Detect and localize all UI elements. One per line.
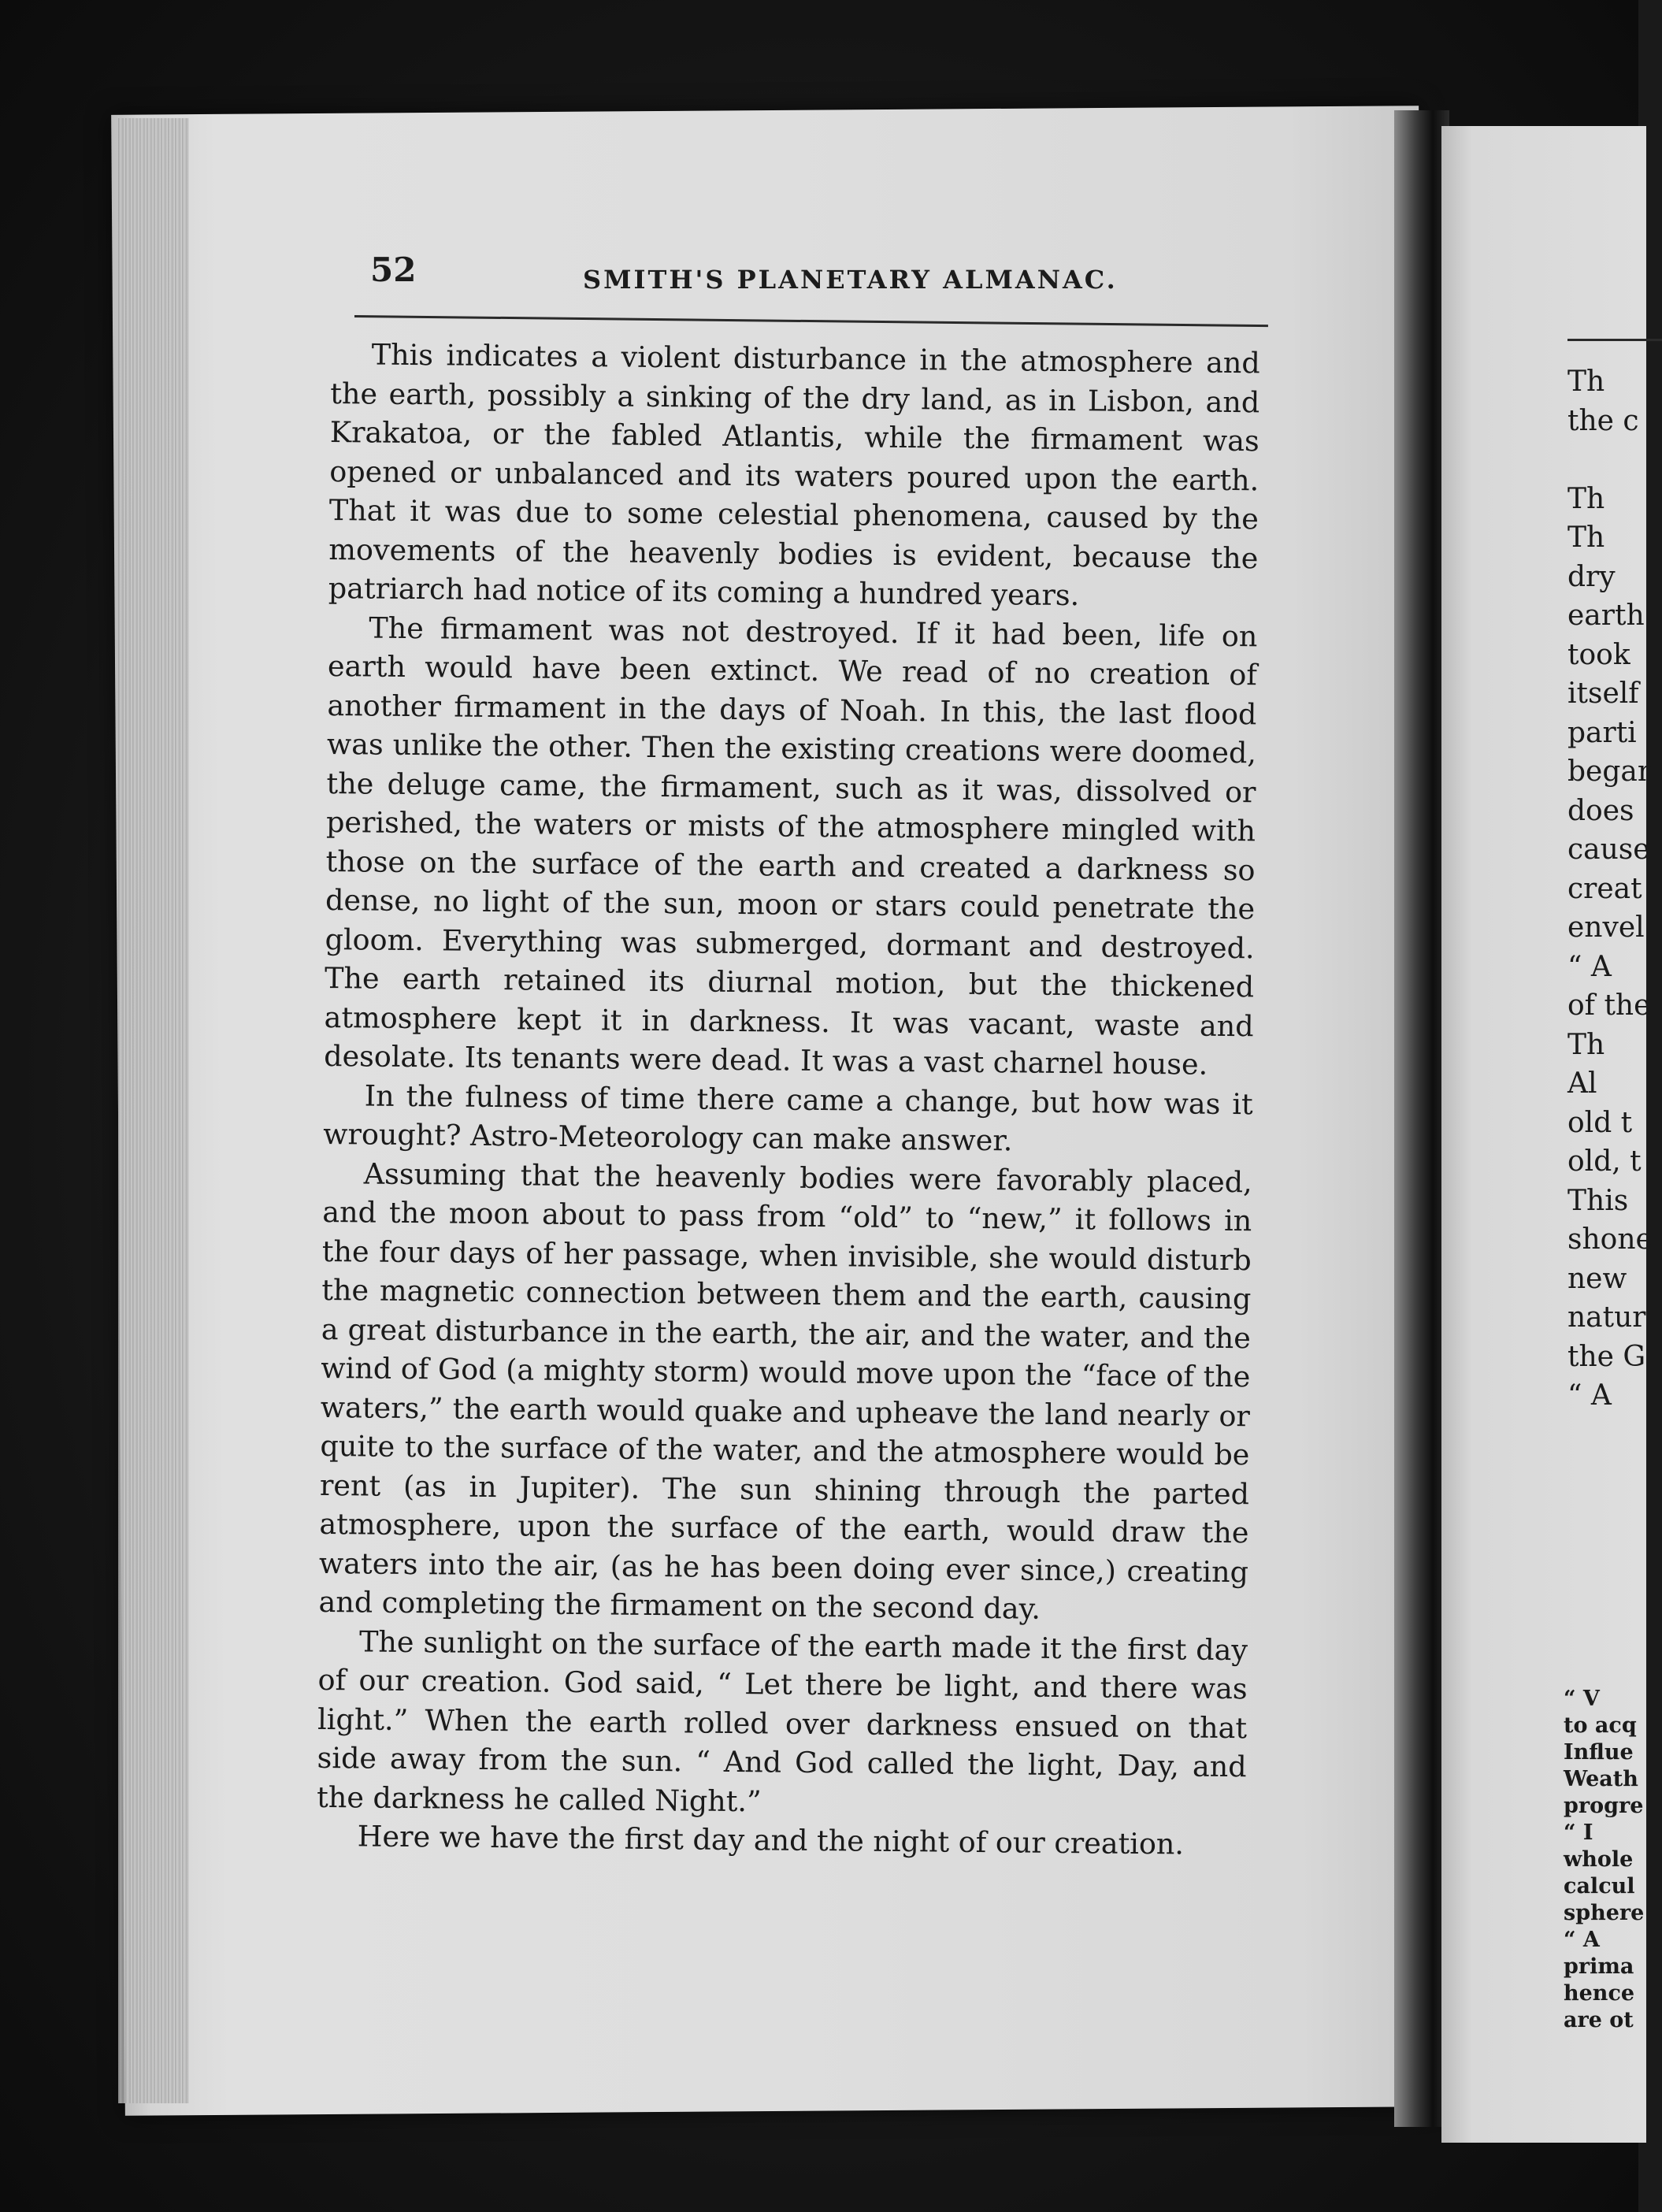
- body-text: [316, 335, 1259, 1865]
- page-number: 52: [370, 251, 417, 289]
- paragraph: In the fulness of time there came a change, but how was it wrought? Astro-Meteorology can make answer.: [323, 1078, 1253, 1158]
- page-header: [370, 251, 1284, 298]
- right-page: [1441, 126, 1656, 2143]
- right-page-text: Th the c Th Th dry earth took itself parti began does cause creat envel “ A of the Th Al old t old, t This shone new natur the G “ A: [1567, 366, 1656, 1412]
- right-page-rule: [1567, 339, 1662, 341]
- paragraph: The sunlight on the surface of the earth made it the first day of our creation. God said, “ Let there be light, and there was light.” When the earth rolled over darkness ensued on that side away from the sun. “ And God called the light, Day, and the darkness he called Night.”: [316, 1624, 1248, 1818]
- paragraph: Assuming that the heavenly bodies were favorably placed, and the moon about to pass from “old” to “new,” it follows in the four days of her passage, when invisible, she would disturb the magnetic connection between them and the earth, causing a great disturbance in the earth, the air, and the water, and the wind of God (a mighty storm) would move upon the “face of the waters,” the earth would quake and upheave the land nearly or quite to the surface of the water, and the atmosphere would be rent (as in Jupiter). The sun shining through the parted atmosphere, upon the surface of the earth, would draw the waters into the air, (as he has been doing ever since,) creating and completing the firmament on the second day.: [318, 1156, 1252, 1626]
- running-title: SMITH'S PLANETARY ALMANAC.: [583, 265, 1118, 295]
- paragraph: This indicates a violent disturbance in the atmosphere and the earth, possibly a sinking of the dry land, as in Lisbon, and Krakatoa, or the fabled Atlantis, while the firmament was opened or unbalanced and its waters poured upon the earth. That it was due to some celestial phenomena, caused by the movements of the heavenly bodies is evident, because the patriarch had notice of its coming a hundred years.: [328, 337, 1260, 613]
- paragraph: The firmament was not destroyed. If it had been, life on earth would have been extinct. We read of no creation of another firmament in the days of Noah. In this, the last flood was unlike the other. Then the existing creations were doomed, the deluge came, the firmament, such as it was, dissolved or perished, the waters or mists of the atmosphere mingled with those on the surface of the earth and created a darkness so dense, no light of the sun, moon or stars could penetrate the gloom. Everything was submerged, dormant and destroyed. The earth retained its diurnal motion, but the thickened atmosphere kept it in darkness. It was vacant, waste and desolate. Its tenants were dead. It was a vast charnel house.: [324, 610, 1258, 1082]
- paragraph: Here we have the first day and the night of our creation.: [357, 1819, 1185, 1861]
- page-edges: [118, 118, 189, 2103]
- right-page-small-text: “ V to acq Influe Weath progre “ I whole calcul sphere “ A prima hence are ot: [1564, 1687, 1645, 2032]
